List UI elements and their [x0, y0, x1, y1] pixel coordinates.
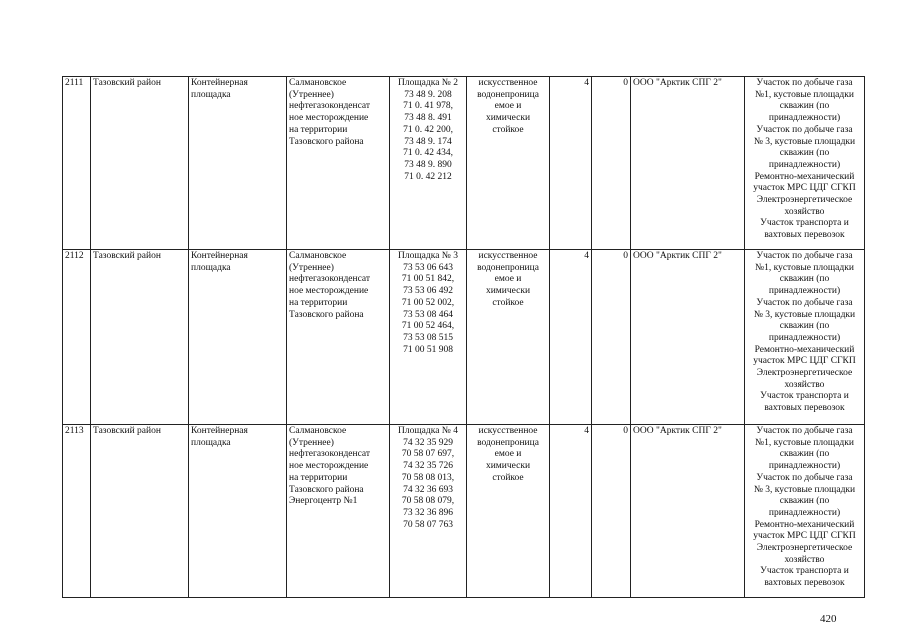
coords-line: 74 32 35 726: [403, 461, 453, 472]
subdivision-line: хозяйство: [784, 554, 825, 565]
volume-cell: 0: [592, 425, 631, 598]
subdivision-line: Участок транспорта и: [760, 566, 849, 577]
subdivision-line: Ремонтно-механический: [754, 171, 855, 182]
coords-line: 71 0. 42 434,: [403, 148, 453, 159]
containers-cell: 4: [550, 425, 592, 598]
subdivision-line: принадлежности): [768, 507, 841, 518]
location-line: ное месторождение: [289, 286, 369, 297]
coords-line: 71 0. 41 978,: [403, 101, 453, 112]
subdivision-line: скважин (по: [779, 274, 830, 285]
location-line: нефтегазоконденсат: [289, 101, 371, 112]
location-line: Тазовского района: [289, 484, 364, 495]
coords-line: 71 00 52 002,: [401, 297, 455, 308]
subdivision-line: Электроэнергетическое: [756, 368, 853, 379]
location-line: на территории: [289, 472, 348, 483]
subdivision-line: принадлежности): [768, 461, 841, 472]
row-id: 2112: [63, 250, 91, 425]
location-line: (Утреннее): [289, 437, 334, 448]
surface-line: емое и: [494, 274, 522, 285]
location-line: Энергоцентр №1: [289, 496, 358, 507]
location-line: Салмановское: [289, 426, 347, 436]
subdivision-line: Ремонтно-механический: [754, 344, 855, 355]
subdivision-line: № 3, кустовые площадки: [753, 484, 856, 495]
table-row: [63, 425, 865, 598]
location-line: нефтегазоконденсат: [289, 449, 371, 460]
surface-line: емое и: [494, 101, 522, 112]
location-line: на территории: [289, 297, 348, 308]
subdivision-line: № 3, кустовые площадки: [753, 309, 856, 320]
location-line: (Утреннее): [289, 262, 334, 273]
subdivision-line: №1, кустовые площадки: [755, 437, 854, 448]
subdivisions-cell: [745, 250, 865, 425]
surface-line: емое и: [494, 449, 522, 460]
location-line: на территории: [289, 124, 348, 135]
surface-line: стойкое: [492, 124, 524, 135]
page-number: 420: [820, 613, 837, 625]
district-cell: Тазовский район: [91, 77, 189, 250]
subdivision-line: вахтовых перевозок: [764, 230, 845, 241]
subdivision-line: участок МРС ЦДГ СГКП: [753, 183, 856, 194]
subdivision-line: Участок по добыче газа: [756, 124, 853, 135]
coords-line: 74 32 35 929: [403, 437, 453, 448]
subdivision-line: принадлежности): [768, 113, 841, 124]
surface-line: химически: [485, 286, 531, 297]
owner-cell: ООО "Арктик СПГ 2": [631, 425, 745, 598]
row-id: 2111: [63, 77, 91, 250]
coords-line: 71 0. 42 200,: [403, 124, 453, 135]
subdivision-line: №1, кустовые площадки: [755, 89, 854, 100]
subdivision-line: скважин (по: [779, 101, 830, 112]
subdivision-line: Участок по добыче газа: [756, 251, 853, 261]
location-line: нефтегазоконденсат: [289, 274, 371, 285]
coords-line: Площадка № 2: [398, 78, 458, 88]
coords-line: 71 0. 42 212: [404, 171, 452, 182]
subdivision-line: Участок по добыче газа: [756, 426, 853, 436]
subdivision-line: скважин (по: [779, 449, 830, 460]
subdivision-line: принадлежности): [768, 332, 841, 343]
subdivision-line: хозяйство: [784, 379, 825, 390]
coords-line: Площадка № 4: [398, 426, 458, 436]
coords-line: 73 53 06 643: [403, 262, 453, 273]
coords-line: Площадка № 3: [398, 251, 458, 261]
subdivision-line: Электроэнергетическое: [756, 195, 853, 206]
location-cell: [287, 77, 390, 250]
subdivision-line: вахтовых перевозок: [764, 403, 845, 414]
coords-line: 70 58 07 763: [403, 519, 453, 530]
coords-line: 71 00 52 464,: [401, 321, 455, 332]
subdivisions-cell: [745, 425, 865, 598]
subdivision-line: участок МРС ЦДГ СГКП: [753, 531, 856, 542]
coords-line: 73 48 9. 890: [404, 159, 452, 170]
type-text: Контейнерная площадка: [191, 426, 248, 448]
type-text: Контейнерная площадка: [191, 251, 248, 273]
coords-cell: [390, 77, 467, 250]
location-line: Салмановское: [289, 78, 347, 88]
district-cell: Тазовский район: [91, 250, 189, 425]
coords-line: 70 58 08 013,: [401, 472, 455, 483]
subdivision-line: скважин (по: [779, 321, 830, 332]
location-line: Салмановское: [289, 251, 347, 261]
district-cell: Тазовский район: [91, 425, 189, 598]
subdivision-line: Участок транспорта и: [760, 391, 849, 402]
coords-line: 73 53 08 464: [403, 309, 453, 320]
surface-line: химически: [485, 113, 531, 124]
coords-cell: [390, 250, 467, 425]
subdivision-line: Участок по добыче газа: [756, 297, 853, 308]
location-line: ное месторождение: [289, 113, 369, 124]
surface-line: водонепроница: [477, 89, 539, 100]
subdivision-line: вахтовых перевозок: [764, 578, 845, 589]
register-table: [62, 76, 865, 598]
surface-line: стойкое: [492, 297, 524, 308]
surface-cell: [467, 250, 550, 425]
coords-line: 74 32 36 693: [403, 484, 453, 495]
subdivisions-cell: [745, 77, 865, 250]
coords-cell: [390, 425, 467, 598]
subdivision-line: принадлежности): [768, 286, 841, 297]
surface-cell: [467, 77, 550, 250]
subdivision-line: принадлежности): [768, 159, 841, 170]
table-row: [63, 77, 865, 250]
owner-cell: ООО "Арктик СПГ 2": [631, 77, 745, 250]
subdivision-line: хозяйство: [784, 206, 825, 217]
type-cell: [189, 77, 287, 250]
type-cell: [189, 425, 287, 598]
surface-line: водонепроница: [477, 437, 539, 448]
coords-line: 73 48 8. 491: [404, 113, 452, 124]
containers-cell: 4: [550, 77, 592, 250]
surface-line: химически: [485, 461, 531, 472]
surface-line: стойкое: [492, 472, 524, 483]
table-row: [63, 250, 865, 425]
surface-cell: [467, 425, 550, 598]
coords-line: 73 48 9. 174: [404, 136, 452, 147]
subdivision-line: скважин (по: [779, 496, 830, 507]
location-line: Тазовского района: [289, 309, 364, 320]
location-cell: [287, 425, 390, 598]
coords-line: 73 53 08 515: [403, 332, 453, 343]
containers-cell: 4: [550, 250, 592, 425]
coords-line: 70 58 07 697,: [401, 449, 455, 460]
surface-line: искусственное: [478, 426, 538, 436]
surface-line: водонепроница: [477, 262, 539, 273]
coords-line: 71 00 51 842,: [401, 274, 455, 285]
surface-line: искусственное: [478, 78, 538, 88]
subdivision-line: №1, кустовые площадки: [755, 262, 854, 273]
subdivision-line: Участок транспорта и: [760, 218, 849, 229]
subdivision-line: Ремонтно-механический: [754, 519, 855, 530]
volume-cell: 0: [592, 77, 631, 250]
subdivision-line: Электроэнергетическое: [756, 543, 853, 554]
subdivision-line: Участок по добыче газа: [756, 472, 853, 483]
location-cell: [287, 250, 390, 425]
subdivision-line: участок МРС ЦДГ СГКП: [753, 356, 856, 367]
surface-line: искусственное: [478, 251, 538, 261]
location-line: ное месторождение: [289, 461, 369, 472]
subdivision-line: Участок по добыче газа: [756, 78, 853, 88]
row-id: 2113: [63, 425, 91, 598]
location-line: Тазовского района: [289, 136, 364, 147]
owner-cell: ООО "Арктик СПГ 2": [631, 250, 745, 425]
type-cell: [189, 250, 287, 425]
type-text: Контейнерная площадка: [191, 78, 248, 100]
coords-line: 73 48 9. 208: [404, 89, 452, 100]
subdivision-line: скважин (по: [779, 148, 830, 159]
coords-line: 71 00 51 908: [403, 344, 453, 355]
coords-line: 73 53 06 492: [403, 286, 453, 297]
volume-cell: 0: [592, 250, 631, 425]
coords-line: 73 32 36 896: [403, 507, 453, 518]
coords-line: 70 58 08 079,: [401, 496, 455, 507]
location-line: (Утреннее): [289, 89, 334, 100]
subdivision-line: № 3, кустовые площадки: [753, 136, 856, 147]
